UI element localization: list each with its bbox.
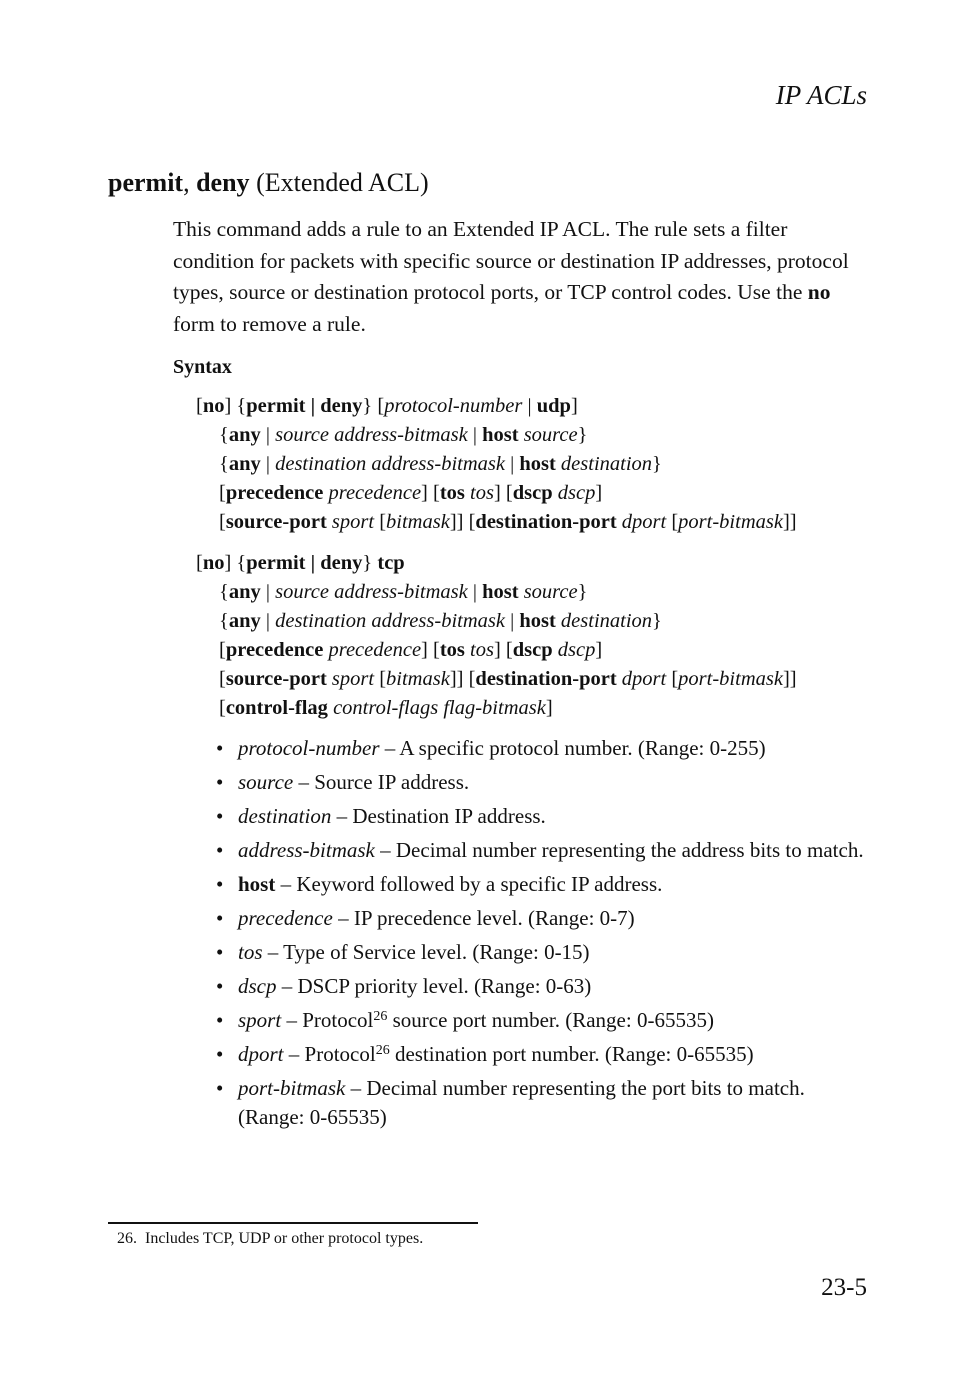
footnote bbox=[117, 1230, 423, 1248]
parameter-term: dscp bbox=[238, 974, 277, 998]
parameter-list bbox=[216, 734, 866, 1137]
parameter-item-port-bitmask bbox=[216, 1074, 866, 1132]
parameter-item-sport bbox=[216, 1006, 866, 1035]
syntax-tcp-line-3: {any | destination address-bitmask | host destination} bbox=[219, 610, 662, 632]
syntax-heading: Syntax bbox=[173, 356, 232, 378]
parameter-item-dport bbox=[216, 1040, 866, 1069]
syntax-tcp-line-1: [no] {permit | deny} tcp bbox=[196, 552, 405, 574]
parameter-term: sport bbox=[238, 1008, 282, 1032]
title-suffix: (Extended ACL) bbox=[249, 168, 429, 197]
parameter-description: – DSCP priority level. (Range: 0-63) bbox=[276, 974, 592, 998]
parameter-description: – A specific protocol number. (Range: 0-255) bbox=[379, 736, 766, 760]
running-header: IP ACLs bbox=[775, 80, 867, 110]
parameter-item-precedence bbox=[216, 904, 866, 933]
title-command-deny: deny bbox=[196, 168, 250, 197]
syntax-udp-line-1: [no] {permit | deny} [protocol-number | udp] bbox=[196, 395, 578, 417]
syntax-udp-line-3: {any | destination address-bitmask | host destination} bbox=[219, 453, 662, 475]
parameter-item-address-bitmask bbox=[216, 836, 866, 865]
parameter-term: protocol-number bbox=[238, 736, 380, 760]
syntax-tcp-line-2: {any | source address-bitmask | host source} bbox=[219, 581, 588, 603]
parameter-description: – Type of Service level. (Range: 0-15) bbox=[262, 940, 590, 964]
page-number: 23-5 bbox=[821, 1274, 867, 1301]
footnote-reference: 26 bbox=[375, 1043, 390, 1058]
footnote-divider bbox=[108, 1222, 478, 1224]
description-text: This command adds a rule to an Extended IP ACL. The rule sets a filter condition for packets with specific source or destination IP addresses, protocol types, source or destination protocol ports, or TCP control codes. Use the bbox=[173, 217, 849, 304]
footnote-text: Includes TCP, UDP or other protocol types. bbox=[145, 1230, 424, 1247]
parameter-term: port-bitmask bbox=[238, 1076, 346, 1100]
parameter-item-destination bbox=[216, 802, 866, 831]
syntax-tcp-line-4: [precedence precedence] [tos tos] [dscp dscp] bbox=[219, 639, 603, 661]
parameter-term: precedence bbox=[238, 906, 333, 930]
parameter-description: – Destination IP address. bbox=[331, 804, 546, 828]
syntax-tcp-line-5: [source-port sport [bitmask]] [destination-port dport [port-bitmask]] bbox=[219, 668, 797, 690]
parameter-description: – Protocol bbox=[281, 1008, 374, 1032]
parameter-description-cont: source port number. (Range: 0-65535) bbox=[387, 1008, 714, 1032]
command-description bbox=[173, 214, 873, 340]
description-text-end: form to remove a rule. bbox=[173, 311, 366, 336]
syntax-block-tcp bbox=[196, 549, 797, 723]
parameter-item-tos bbox=[216, 938, 866, 967]
parameter-description: – Keyword followed by a specific IP address. bbox=[275, 872, 663, 896]
title-separator: , bbox=[183, 168, 197, 197]
parameter-description-cont: destination port number. (Range: 0-65535) bbox=[389, 1042, 754, 1066]
footnote-number: 26. bbox=[117, 1230, 137, 1247]
parameter-term: source bbox=[238, 770, 294, 794]
parameter-description: – Protocol bbox=[283, 1042, 376, 1066]
parameter-description: – Decimal number representing the port bits to match. (Range: 0-65535) bbox=[238, 1076, 805, 1129]
parameter-description: – Decimal number representing the address bits to match. bbox=[374, 838, 864, 862]
parameter-description: – IP precedence level. (Range: 0-7) bbox=[332, 906, 635, 930]
command-title bbox=[108, 168, 429, 198]
description-keyword-no: no bbox=[807, 280, 831, 304]
parameter-term: destination bbox=[238, 804, 332, 828]
parameter-term: dport bbox=[238, 1042, 284, 1066]
syntax-udp-line-2: {any | source address-bitmask | host source} bbox=[219, 424, 588, 446]
parameter-term: host bbox=[238, 872, 276, 896]
parameter-term: address-bitmask bbox=[238, 838, 375, 862]
syntax-udp-line-4: [precedence precedence] [tos tos] [dscp dscp] bbox=[219, 482, 603, 504]
syntax-udp-line-5: [source-port sport [bitmask]] [destination-port dport [port-bitmask]] bbox=[219, 511, 797, 533]
footnote-reference: 26 bbox=[373, 1009, 388, 1024]
syntax-tcp-line-6: [control-flag control-flags flag-bitmask] bbox=[219, 697, 553, 719]
parameter-description: – Source IP address. bbox=[293, 770, 470, 794]
parameter-item-host bbox=[216, 870, 866, 899]
parameter-item-protocol-number bbox=[216, 734, 866, 763]
parameter-item-source bbox=[216, 768, 866, 797]
title-command-permit: permit bbox=[108, 168, 184, 197]
syntax-block-udp bbox=[196, 392, 797, 537]
parameter-term: tos bbox=[238, 940, 263, 964]
parameter-item-dscp bbox=[216, 972, 866, 1001]
